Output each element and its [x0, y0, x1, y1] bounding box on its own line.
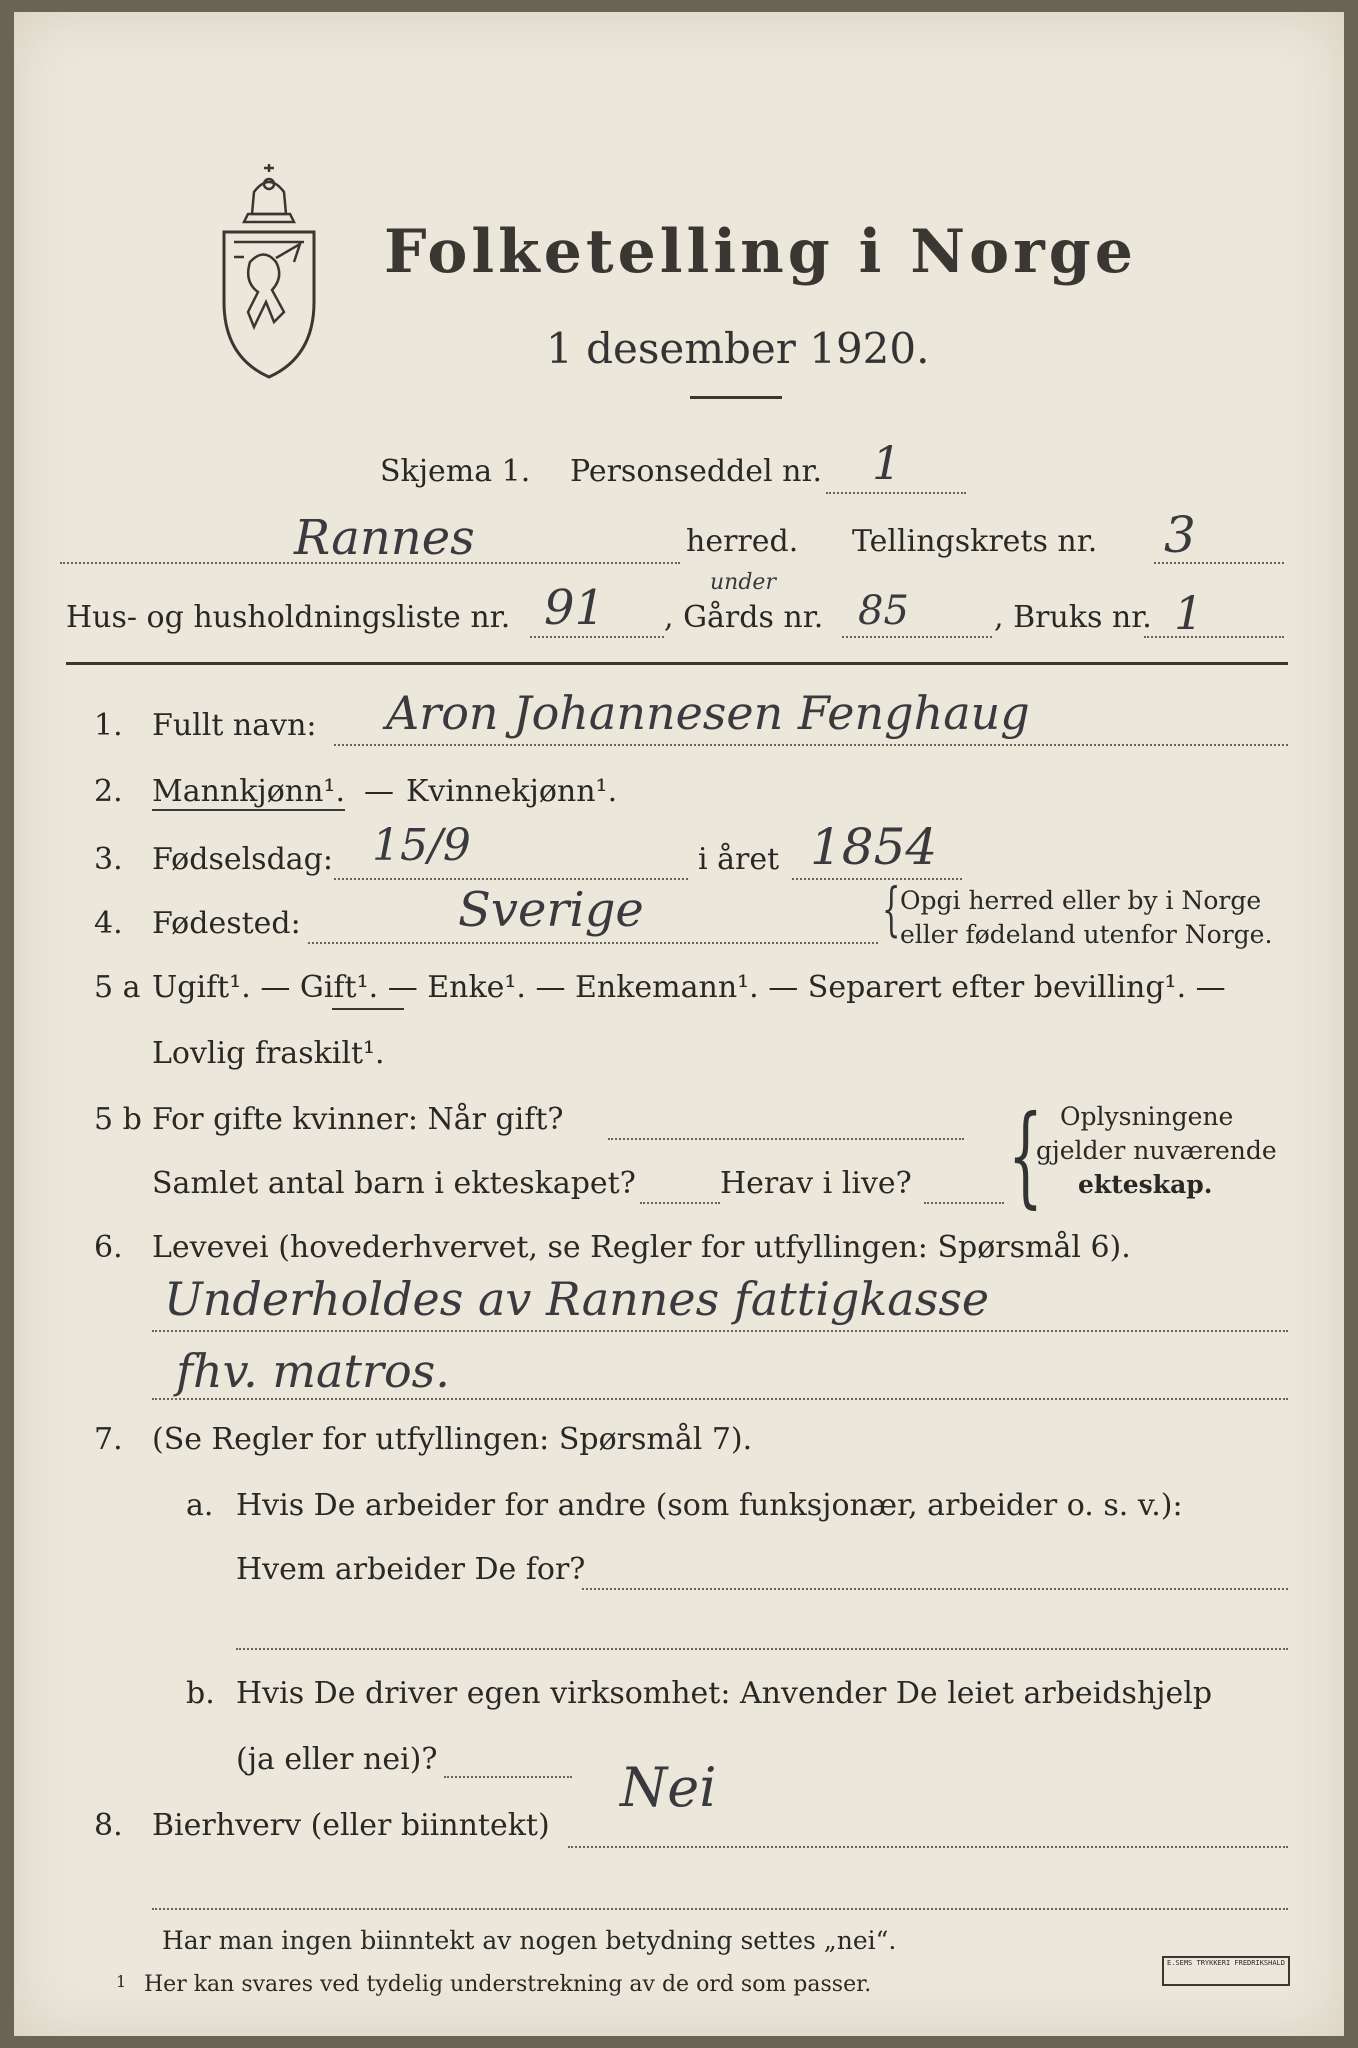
header-divider — [66, 662, 1288, 665]
q3-label: Fødselsdag: — [152, 842, 333, 877]
q5b-line2a: Samlet antal barn i ekteskapet? — [152, 1166, 636, 1201]
bruks-value: 1 — [1174, 586, 1204, 640]
q7b-line — [444, 1776, 572, 1778]
q6-label: Levevei (hovederhvervet, se Regler for utfyllingen: Spørsmål 6). — [152, 1230, 1131, 1265]
q6-line-2 — [152, 1398, 1288, 1400]
q6-value-1: Underholdes av Rannes fattigkasse — [164, 1272, 990, 1326]
q4-note-2: eller fødeland utenfor Norge. — [900, 920, 1273, 949]
q3-line — [334, 878, 688, 880]
q6-number: 6. — [94, 1230, 123, 1265]
q7b-line2: (ja eller nei)? — [236, 1742, 438, 1777]
q4-number: 4. — [94, 906, 123, 941]
tellingskrets-value: 3 — [1164, 506, 1196, 564]
coat-of-arms-icon — [214, 162, 324, 382]
q5b-note-3: ekteskap. — [1078, 1170, 1213, 1199]
q7a-line-extra — [236, 1648, 1288, 1650]
gards-value: 85 — [858, 588, 909, 634]
footnote-text: Her kan svares ved tydelig understrekning av de ord som passer. — [144, 1972, 872, 1997]
q8-value: Nei — [620, 1756, 717, 1819]
gards-line — [842, 636, 992, 638]
herred-value: Rannes — [294, 510, 475, 566]
printer-stamp: E.SEMS TRYKKERI FREDRIKSHALD — [1162, 1956, 1290, 1986]
q4-note-1: Opgi herred eller by i Norge — [900, 886, 1262, 915]
q7a-line — [582, 1588, 1288, 1590]
bruks-label: , Bruks nr. — [994, 600, 1152, 635]
tellingskrets-label: Tellingskrets nr. — [852, 524, 1098, 559]
q1-label: Fullt navn: — [152, 708, 317, 743]
husliste-line — [530, 636, 664, 638]
q5a-options: Ugift¹. — Gift¹. — Enke¹. — Enkemann¹. — Separert efter bevilling¹. — — [152, 970, 1226, 1005]
q6-line-1 — [152, 1330, 1288, 1332]
census-form — [14, 12, 1344, 2036]
q7-label: (Se Regler for utfyllingen: Spørsmål 7). — [152, 1422, 753, 1457]
q5b-number: 5 b — [94, 1102, 142, 1137]
q5b-children-line — [640, 1202, 720, 1204]
q7-number: 7. — [94, 1422, 123, 1457]
q2-number: 2. — [94, 774, 123, 809]
q6-value-2: fhv. matros. — [176, 1344, 450, 1398]
personseddel-label: Personseddel nr. — [570, 454, 823, 489]
q5b-brace: { — [1008, 1091, 1043, 1219]
herred-label: herred. — [686, 524, 799, 559]
census-date: 1 desember 1920. — [546, 324, 930, 373]
husliste-label: Hus- og husholdningsliste nr. — [66, 600, 511, 635]
q5b-note-1: Oplysningene — [1060, 1102, 1234, 1131]
q5a-number: 5 a — [94, 970, 141, 1005]
q2-female: Kvinnekjønn¹. — [406, 774, 618, 809]
q3-value: 15/9 — [372, 820, 471, 871]
q5b-married-line — [608, 1138, 964, 1140]
q5b-line2b: Herav i live? — [720, 1166, 912, 1201]
q2-male: Mannkjønn¹. — [152, 774, 345, 809]
gards-label: , Gårds nr. — [664, 600, 824, 635]
q2-separator: — — [364, 774, 394, 809]
q1-value: Aron Johannesen Fenghaug — [386, 686, 1030, 740]
personseddel-value: 1 — [872, 436, 902, 490]
q7a-letter: a. — [186, 1488, 214, 1523]
skjema-label: Skjema 1. — [380, 454, 531, 489]
q3-year-line — [792, 878, 962, 880]
q7b-line1: Hvis De driver egen virksomhet: Anvender De leiet arbeidshjelp — [236, 1676, 1213, 1711]
q8-line — [568, 1846, 1288, 1848]
q3-year-value: 1854 — [810, 818, 938, 876]
q5b-alive-line — [924, 1202, 1004, 1204]
q4-label: Fødested: — [152, 906, 301, 941]
q5b-note-2: gjelder nuværende — [1036, 1136, 1277, 1165]
q4-brace: { — [882, 875, 901, 943]
q5a-gift-underline — [332, 1008, 404, 1010]
footnote-mark: 1 — [116, 1972, 127, 1991]
q7b-letter: b. — [186, 1676, 215, 1711]
q5b-line1: For gifte kvinner: Når gift? — [152, 1102, 564, 1137]
q1-number: 1. — [94, 708, 123, 743]
q8-line-extra — [152, 1908, 1288, 1910]
gards-annotation: under — [710, 570, 776, 595]
bruks-line — [1144, 636, 1284, 638]
personseddel-line — [826, 492, 966, 494]
husliste-value: 91 — [544, 580, 606, 636]
q8-label: Bierhverv (eller biinntekt) — [152, 1808, 550, 1843]
q4-value: Sverige — [458, 882, 644, 938]
q3-year-label: i året — [698, 842, 780, 877]
q7a-line2: Hvem arbeider De for? — [236, 1552, 586, 1587]
q8-number: 8. — [94, 1808, 123, 1843]
q7a-line1: Hvis De arbeider for andre (som funksjonær, arbeider o. s. v.): — [236, 1488, 1183, 1523]
q4-line — [308, 942, 878, 944]
q3-number: 3. — [94, 842, 123, 877]
q1-line — [334, 744, 1288, 746]
form-title: Folketelling i Norge — [384, 217, 1137, 287]
title-divider — [690, 396, 782, 399]
footer-note: Har man ingen biinntekt av nogen betydning settes „nei“. — [162, 1926, 897, 1955]
q5a-line2: Lovlig fraskilt¹. — [152, 1036, 385, 1071]
